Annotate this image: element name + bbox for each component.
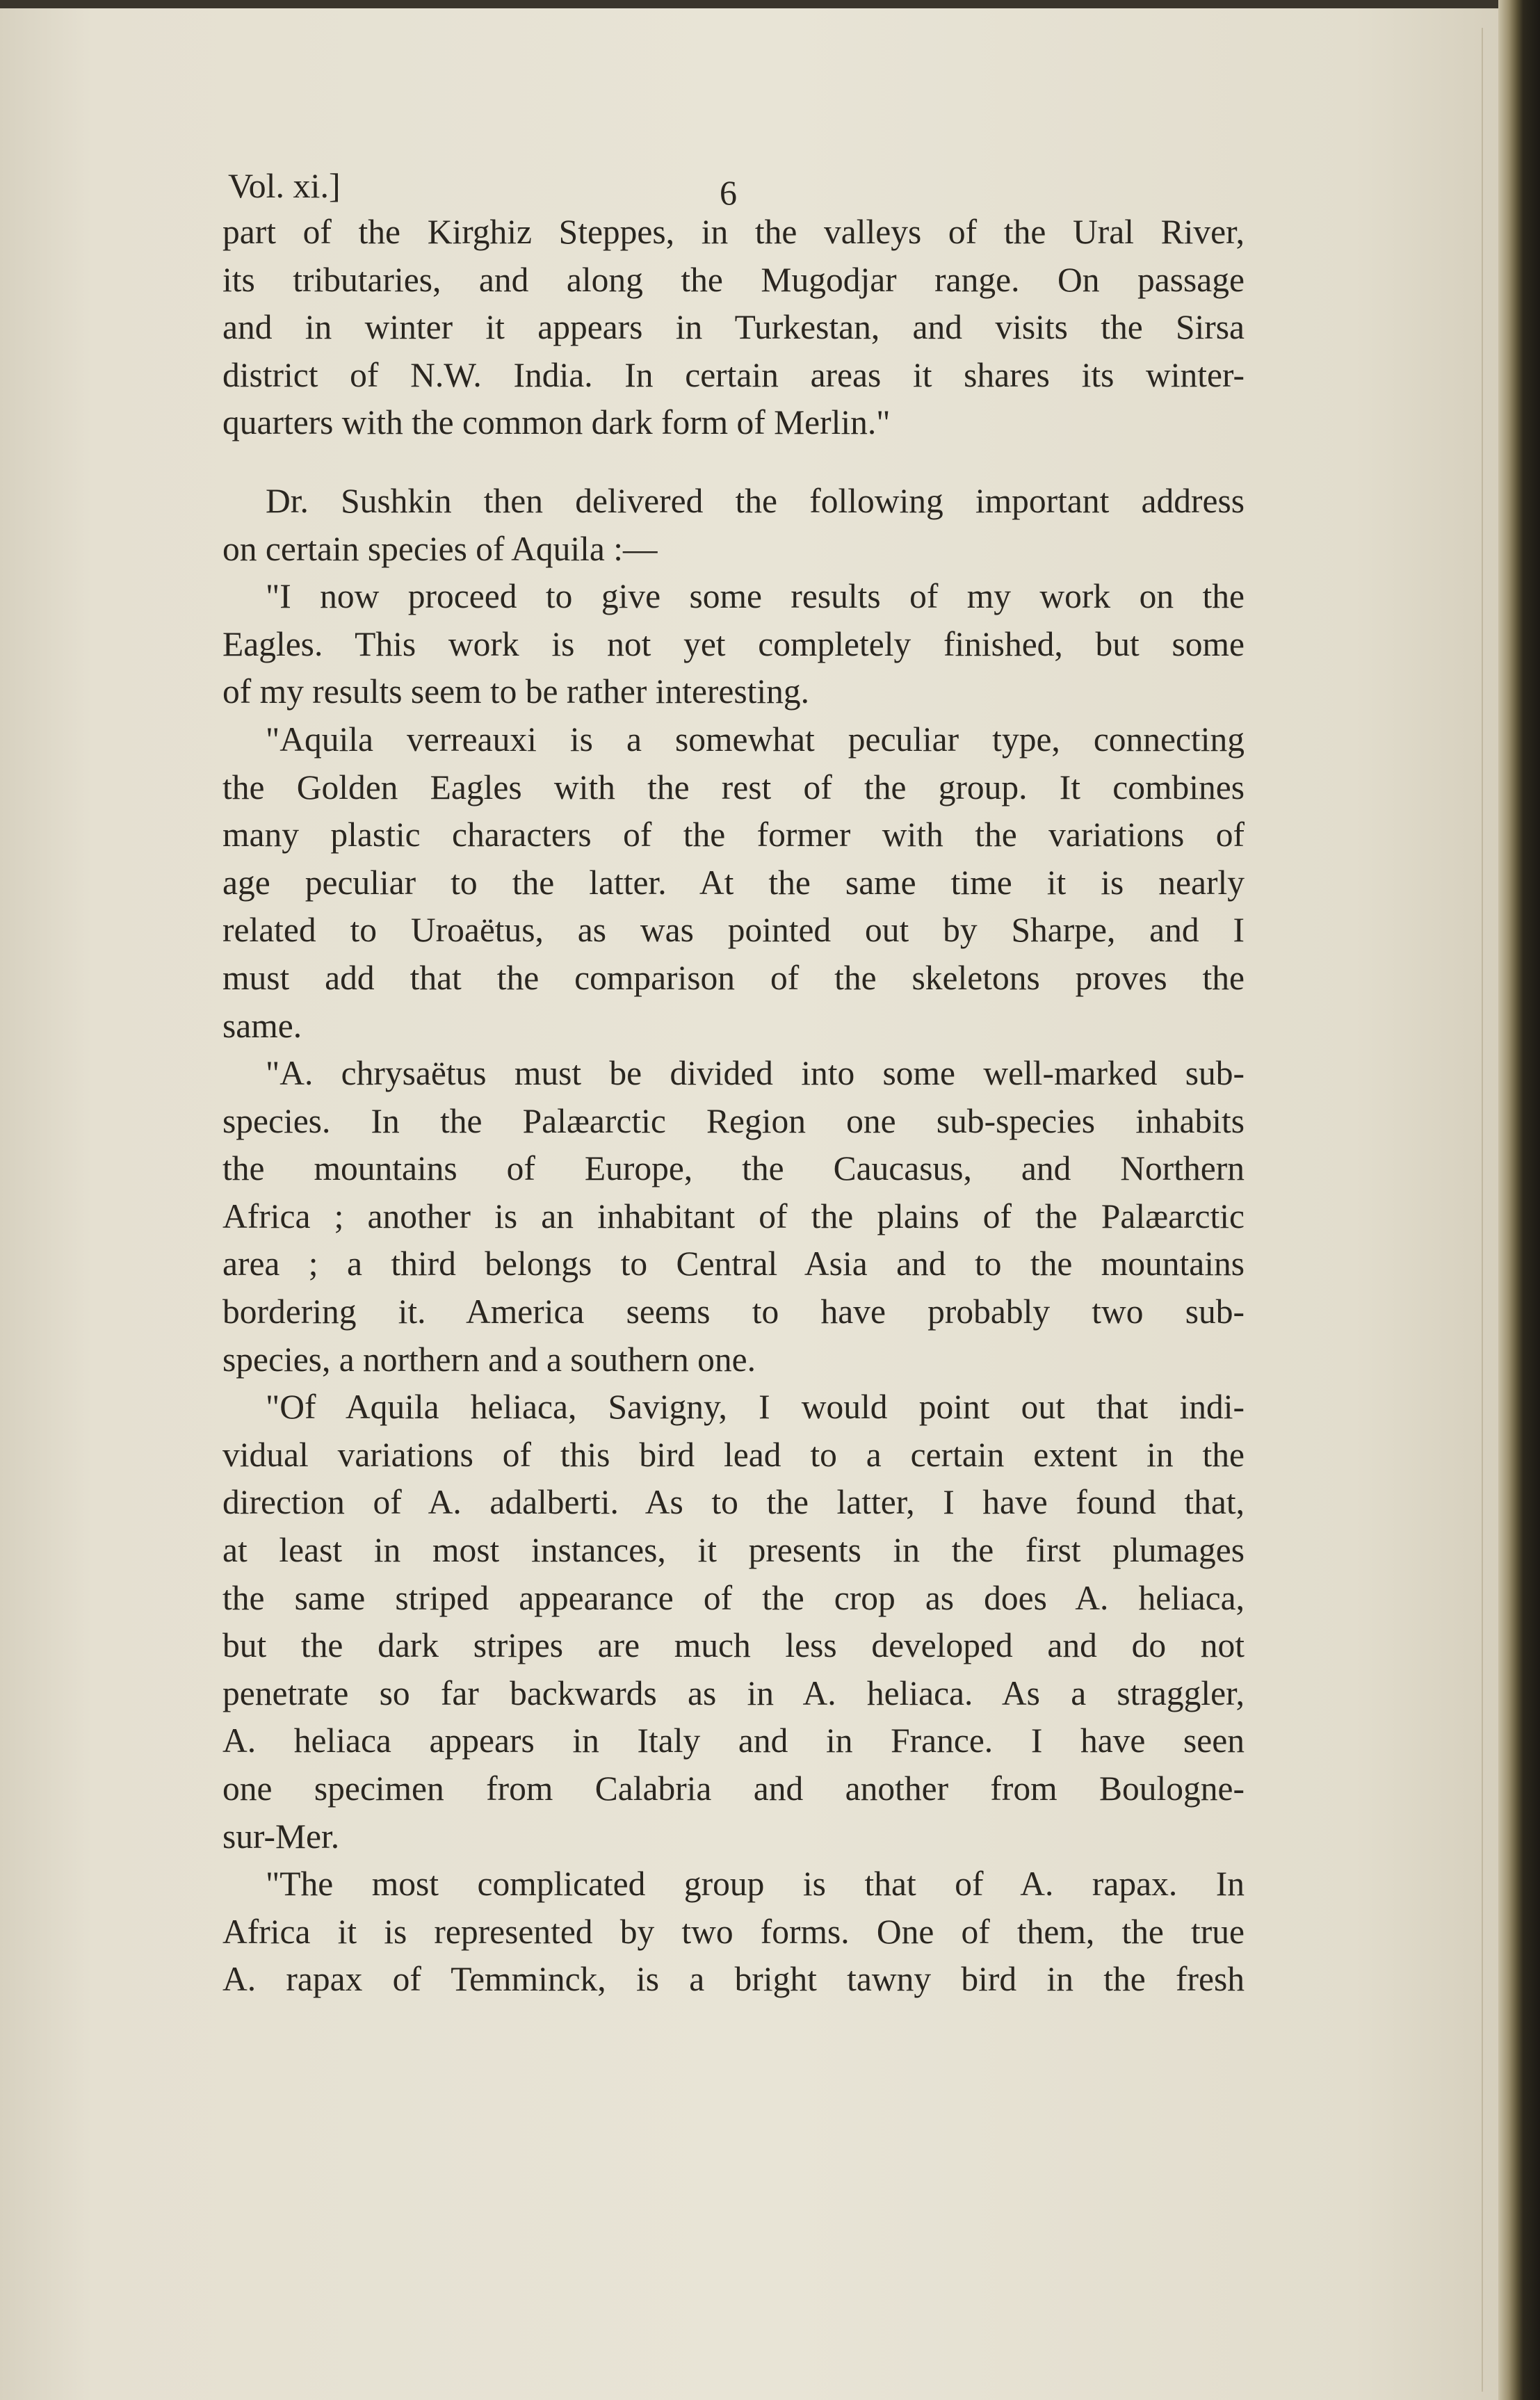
page-content	[222, 160, 1245, 2004]
running-head	[222, 160, 1245, 212]
paragraph-1	[222, 209, 1245, 447]
text-line: species. In the Palæarctic Region one sub-species inhabits	[222, 1101, 1245, 1140]
text-line: Africa ; another is an inhabitant of the plains of the Palæarctic	[222, 1197, 1245, 1235]
text-line: of my results seem to be rather interesting.	[222, 672, 810, 711]
paragraph-4	[222, 716, 1245, 1050]
text-line: the Golden Eagles with the rest of the group. It combines	[222, 768, 1245, 806]
text-line: and in winter it appears in Turkestan, and visits the Sirsa	[222, 308, 1245, 347]
text-line: related to Uroaëtus, as was pointed out by Sharpe, and I	[222, 911, 1245, 950]
text-line: area ; a third belongs to Central Asia and to the mountains	[222, 1244, 1245, 1283]
text-line: the same striped appearance of the crop as does A. heliaca,	[222, 1578, 1245, 1617]
text-line: its tributaries, and along the Mugodjar range. On passage	[222, 260, 1245, 299]
text-line: Eagles. This work is not yet completely finished, but some	[222, 624, 1245, 663]
text-line: but the dark stripes are much less developed and do not	[222, 1626, 1245, 1665]
text-line: one specimen from Calabria and another from Boulogne-	[222, 1769, 1245, 1808]
text-line: A. heliaca appears in Italy and in France. I have seen	[222, 1721, 1245, 1760]
volume-label: Vol. xi.]	[228, 166, 341, 205]
gutter-line	[1482, 28, 1483, 2392]
text-line: many plastic characters of the former with the variations of	[222, 816, 1245, 854]
text-line: A. rapax of Temminck, is a bright tawny bird in the fresh	[222, 1960, 1245, 1999]
book-spine	[1498, 0, 1540, 2400]
text-line: "Of Aquila heliaca, Savigny, I would point out that indi-	[266, 1388, 1245, 1427]
text-line: the mountains of Europe, the Caucasus, and Northern	[222, 1149, 1245, 1188]
paragraph-3	[222, 573, 1245, 716]
paragraph-gap	[222, 447, 1245, 478]
text-line: quarters with the common dark form of Merlin."	[222, 403, 891, 442]
text-line: "I now proceed to give some results of my work on the	[266, 577, 1245, 616]
text-line: vidual variations of this bird lead to a certain extent in the	[222, 1435, 1245, 1474]
text-line: at least in most instances, it presents in the first plumages	[222, 1531, 1245, 1570]
text-line: "Aquila verreauxi is a somewhat peculiar type, connecting	[266, 720, 1245, 759]
text-line: age peculiar to the latter. At the same time it is nearly	[222, 863, 1245, 902]
paragraph-2	[222, 478, 1245, 573]
text-line: same.	[222, 1006, 302, 1045]
text-line: Africa it is represented by two forms. One of them, the true	[222, 1912, 1245, 1951]
paragraph-6	[222, 1384, 1245, 1860]
page-number: 6	[720, 173, 737, 212]
text-line: penetrate so far backwards as in A. heliaca. As a straggler,	[222, 1673, 1245, 1712]
text-line: must add that the comparison of the skeletons proves the	[222, 958, 1245, 997]
text-line: district of N.W. India. In certain areas it shares its winter-	[222, 355, 1245, 394]
text-line: part of the Kirghiz Steppes, in the valleys of the Ural River,	[222, 213, 1245, 251]
text-line: on certain species of Aquila :—	[222, 529, 658, 568]
text-line: direction of A. adalberti. As to the latter, I have found that,	[222, 1483, 1245, 1522]
text-line: "The most complicated group is that of A. rapax. In	[266, 1865, 1245, 1904]
text-line: sur-Mer.	[222, 1817, 340, 1856]
paragraph-5	[222, 1050, 1245, 1384]
paragraph-7	[222, 1860, 1245, 2004]
text-line: species, a northern and a southern one.	[222, 1340, 756, 1379]
text-line: "A. chrysaëtus must be divided into some well-marked sub-	[266, 1054, 1245, 1093]
page-top-edge	[0, 0, 1540, 8]
text-line: bordering it. America seems to have probably two sub-	[222, 1292, 1245, 1331]
text-line: Dr. Sushkin then delivered the following important address	[266, 481, 1245, 520]
